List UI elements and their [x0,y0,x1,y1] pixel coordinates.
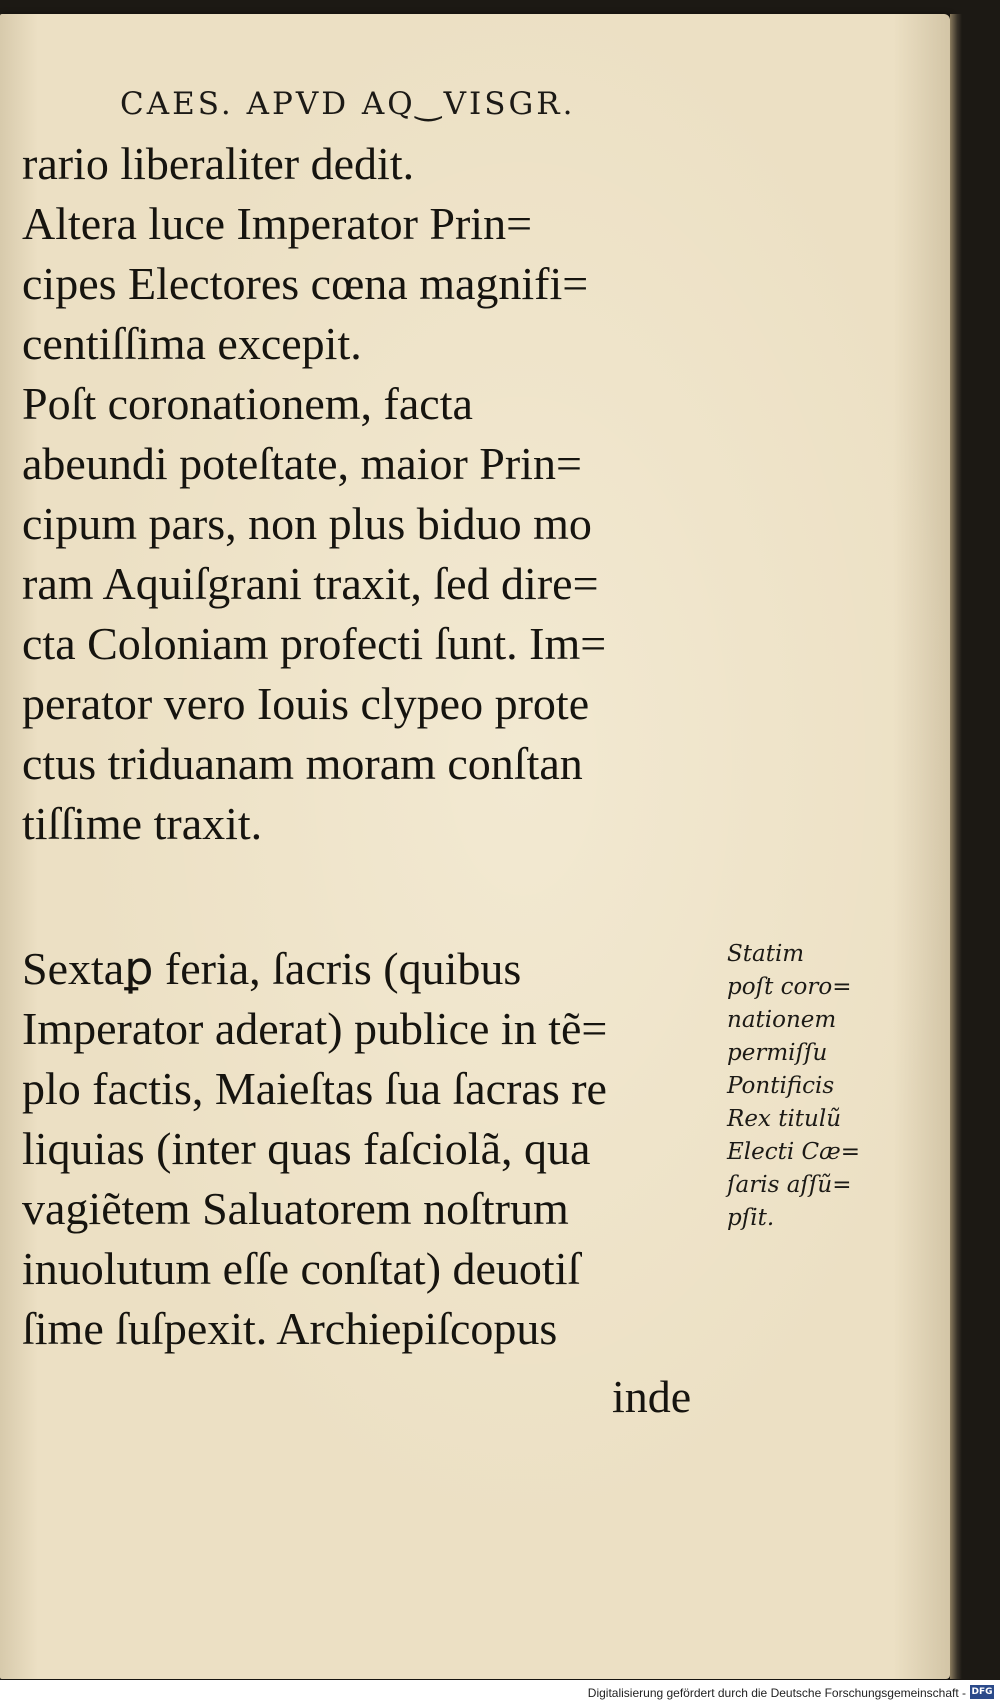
text-line: centiſſima excepit. [22,318,362,369]
marginal-note-line: nationem [727,1007,837,1033]
page-edge-shadow [950,14,962,1679]
text-line: tiſſime traxit. [22,798,263,849]
marginal-note-line: Statim [727,941,805,967]
text-line: cipes Electores cœna magnifi= [22,258,589,309]
text-line: Imperator aderat) publice in tẽ= [22,1003,608,1054]
text-line: vagiẽtem Saluatorem noſtrum [22,1183,569,1234]
dfg-logo-icon: DFG [971,1687,993,1697]
catchword: inde [612,1371,692,1422]
text-line: perator vero Iouis clypeo prote [22,678,590,729]
text-line: liquias (inter quas faſciolã, qua [22,1123,591,1174]
digitization-credit: Digitalisierung gefördert durch die Deutsche Forschungsgemeinschaft - [587,1686,966,1700]
marginal-note-line: permiſſu [727,1040,828,1066]
marginal-note-line: Electi Cæ= [727,1139,861,1165]
text-line: rario liberaliter dedit. [22,138,415,189]
text-line: plo factis, Maieſtas ſua ſacras re [22,1063,607,1114]
text-line: ram Aquiſgrani traxit, ſed dire= [22,558,599,609]
marginal-note-line: poſt coro= [727,974,852,1000]
marginal-note-line: Pontificis [727,1073,835,1099]
text-line: Sextaꝑ feria, ſacris (quibus [22,943,522,994]
text-line: Poſt coronationem, facta [22,378,473,429]
text-line: inuolutum eſſe conſtat) deuotiſ [22,1243,581,1294]
text-line: ſime ſuſpexit. Archiepiſcopus [22,1303,558,1354]
text-line: cipum pars, non plus biduo mo [22,498,592,549]
marginal-note-line: ſaris aſſũ= [727,1172,852,1198]
marginal-note-line: Rex titulũ [727,1106,842,1132]
marginal-note [727,938,897,1235]
main-text-block-1 [22,134,722,854]
main-text-block-2 [22,939,722,1359]
text-line: Altera luce Imperator Prin= [22,198,533,249]
text-line: cta Coloniam profecti ſunt. Im= [22,618,607,669]
marginal-note-line: pſit. [727,1205,775,1231]
running-head: CAES. APVD AQ‿VISGR. [120,86,576,122]
text-line: abeundi poteſtate, maior Prin= [22,438,582,489]
text-line: ctus triduanam moram conſtan [22,738,583,789]
